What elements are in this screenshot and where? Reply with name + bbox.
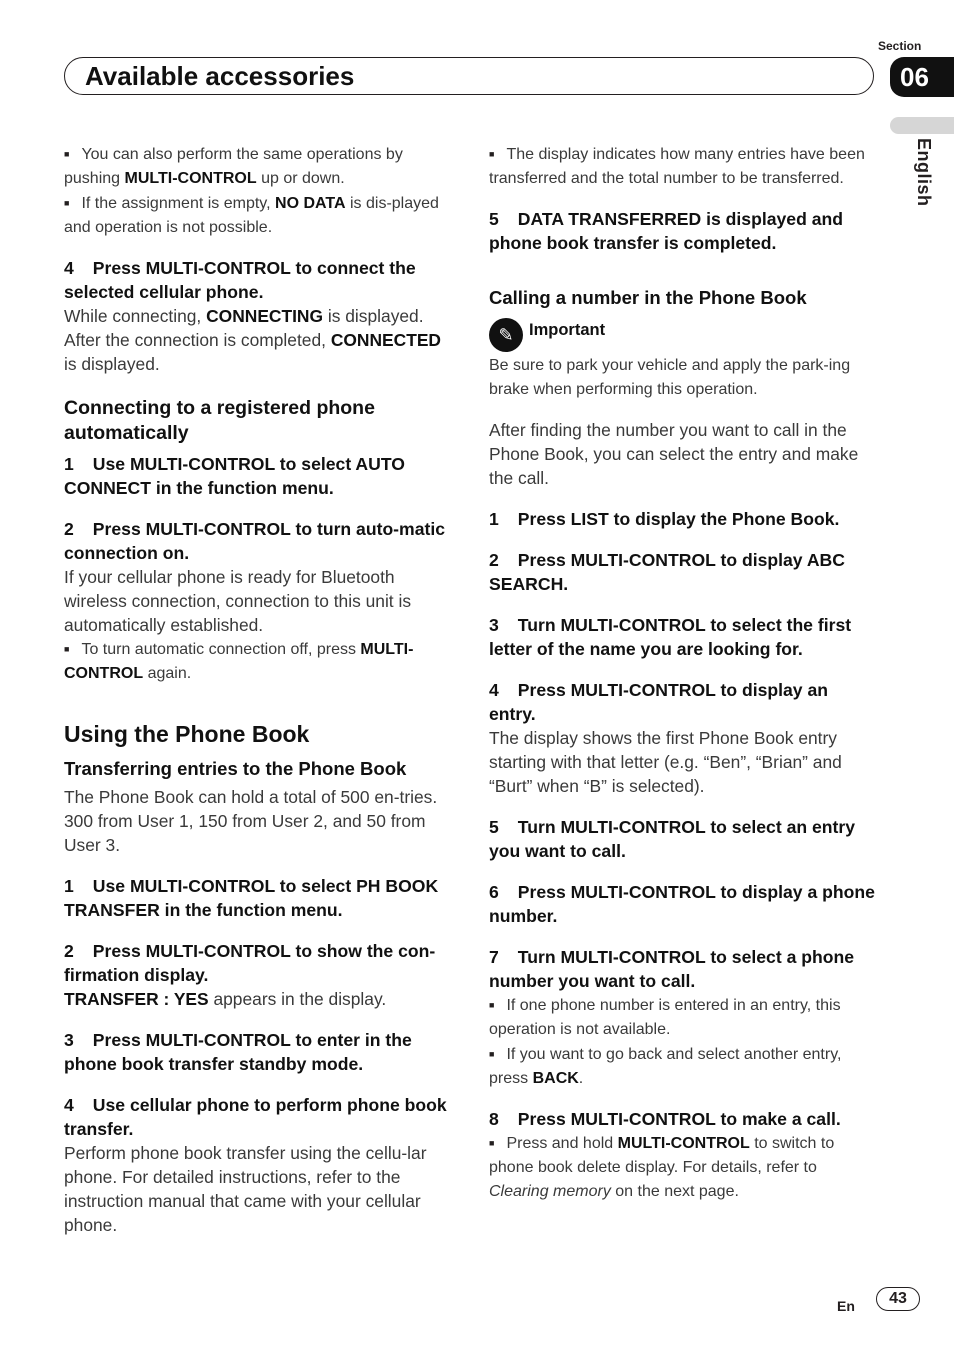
subsection-heading: Connecting to a registered phone automatically	[64, 397, 375, 444]
subsection-heading: Calling a number in the Phone Book	[489, 287, 807, 308]
step-body: If your cellular phone is ready for Bluetooth wireless connection, connection to this unit is automatically established.	[64, 567, 412, 635]
step-body: TRANSFER : YES appears in the display.	[64, 989, 387, 1009]
section-heading: Using the Phone Book	[64, 721, 310, 747]
important-body: Be sure to park your vehicle and apply the park-ing brake when performing this operation.	[489, 357, 851, 398]
bullet-square-icon: ■	[489, 1000, 495, 1010]
language-label: English	[914, 138, 934, 207]
bullet-note: ■ Press and hold MULTI-CONTROL to switch to phone book delete display. For details, refer to Clearing memory on the next page.	[489, 1135, 835, 1200]
step-heading: 4 Press MULTI-CONTROL to display an entry.	[489, 680, 829, 724]
step-body: Perform phone book transfer using the cellu-lar phone. For detailed instructions, refer to the instruction manual that came with your cellular phone.	[64, 1143, 427, 1235]
step-heading: 4 Use cellular phone to perform phone book transfer.	[64, 1095, 447, 1139]
section-label: Section	[878, 39, 922, 53]
bullet-note: ■ If you want to go back and select another entry, press BACK.	[489, 1046, 842, 1087]
subsection-heading: Transferring entries to the Phone Book	[64, 758, 407, 779]
section-number-badge: 06	[890, 57, 954, 97]
left-column	[64, 142, 454, 1237]
step-body: The display shows the first Phone Book entry starting with that letter (e.g. “Ben”, “Brian” and “Burt” when “B” is selected).	[489, 728, 842, 796]
step-heading: 1 Use MULTI-CONTROL to select AUTO CONNECT in the function menu.	[64, 454, 405, 498]
bullet-note: ■ The display indicates how many entries have been transferred and the total number to be transferred.	[489, 146, 865, 187]
bullet-square-icon: ■	[64, 149, 70, 159]
step-heading: 2 Press MULTI-CONTROL to show the con-firmation display.	[64, 941, 436, 985]
bullet-square-icon: ■	[489, 1049, 495, 1059]
paragraph: After finding the number you want to call in the Phone Book, you can select the entry and make the call.	[489, 420, 859, 488]
bullet-square-icon: ■	[489, 149, 495, 159]
step-heading: 1 Use MULTI-CONTROL to select PH BOOK TRANSFER in the function menu.	[64, 876, 439, 920]
right-column	[489, 142, 879, 1204]
bullet-note: ■ To turn automatic connection off, press MULTI-CONTROL again.	[64, 641, 414, 682]
page-title: Available accessories	[85, 61, 355, 91]
step-heading: 1 Press LIST to display the Phone Book.	[489, 509, 840, 529]
step-heading: 7 Turn MULTI-CONTROL to select a phone number you want to call.	[489, 947, 855, 991]
page-number: 43	[876, 1287, 920, 1311]
section-header	[64, 57, 874, 95]
language-tab	[890, 117, 954, 134]
paragraph: The Phone Book can hold a total of 500 en-tries. 300 from User 1, 150 from User 2, and 50 from User 3.	[64, 787, 438, 855]
bullet-note: ■ If the assignment is empty, NO DATA is dis-played and operation is not possible.	[64, 195, 439, 236]
bullet-square-icon: ■	[489, 1138, 495, 1148]
important-label: Important	[529, 321, 606, 339]
bullet-square-icon: ■	[64, 198, 70, 208]
language-code: En	[837, 1298, 855, 1314]
step-heading: 5 Turn MULTI-CONTROL to select an entry you want to call.	[489, 817, 856, 861]
step-heading: 6 Press MULTI-CONTROL to display a phone number.	[489, 882, 875, 926]
step-heading: 3 Turn MULTI-CONTROL to select the first letter of the name you are looking for.	[489, 615, 852, 659]
bullet-note: ■ You can also perform the same operations by pushing MULTI-CONTROL up or down.	[64, 146, 403, 187]
bullet-note: ■ If one phone number is entered in an entry, this operation is not available.	[489, 997, 841, 1038]
important-notice	[489, 318, 879, 354]
step-heading: 2 Press MULTI-CONTROL to turn auto-matic connection on.	[64, 519, 446, 563]
step-heading: 2 Press MULTI-CONTROL to display ABC SEARCH.	[489, 550, 845, 594]
step-body: While connecting, CONNECTING is displayed. After the connection is completed, CONNECTED is displayed.	[64, 306, 441, 374]
step-heading: 5 DATA TRANSFERRED is displayed and phone book transfer is completed.	[489, 209, 843, 253]
step-heading: 3 Press MULTI-CONTROL to enter in the phone book transfer standby mode.	[64, 1030, 412, 1074]
bullet-square-icon: ■	[64, 644, 70, 654]
step-heading: 8 Press MULTI-CONTROL to make a call.	[489, 1109, 841, 1129]
pushpin-icon: ✎	[489, 318, 523, 352]
step-heading: 4 Press MULTI-CONTROL to connect the selected cellular phone.	[64, 258, 416, 302]
